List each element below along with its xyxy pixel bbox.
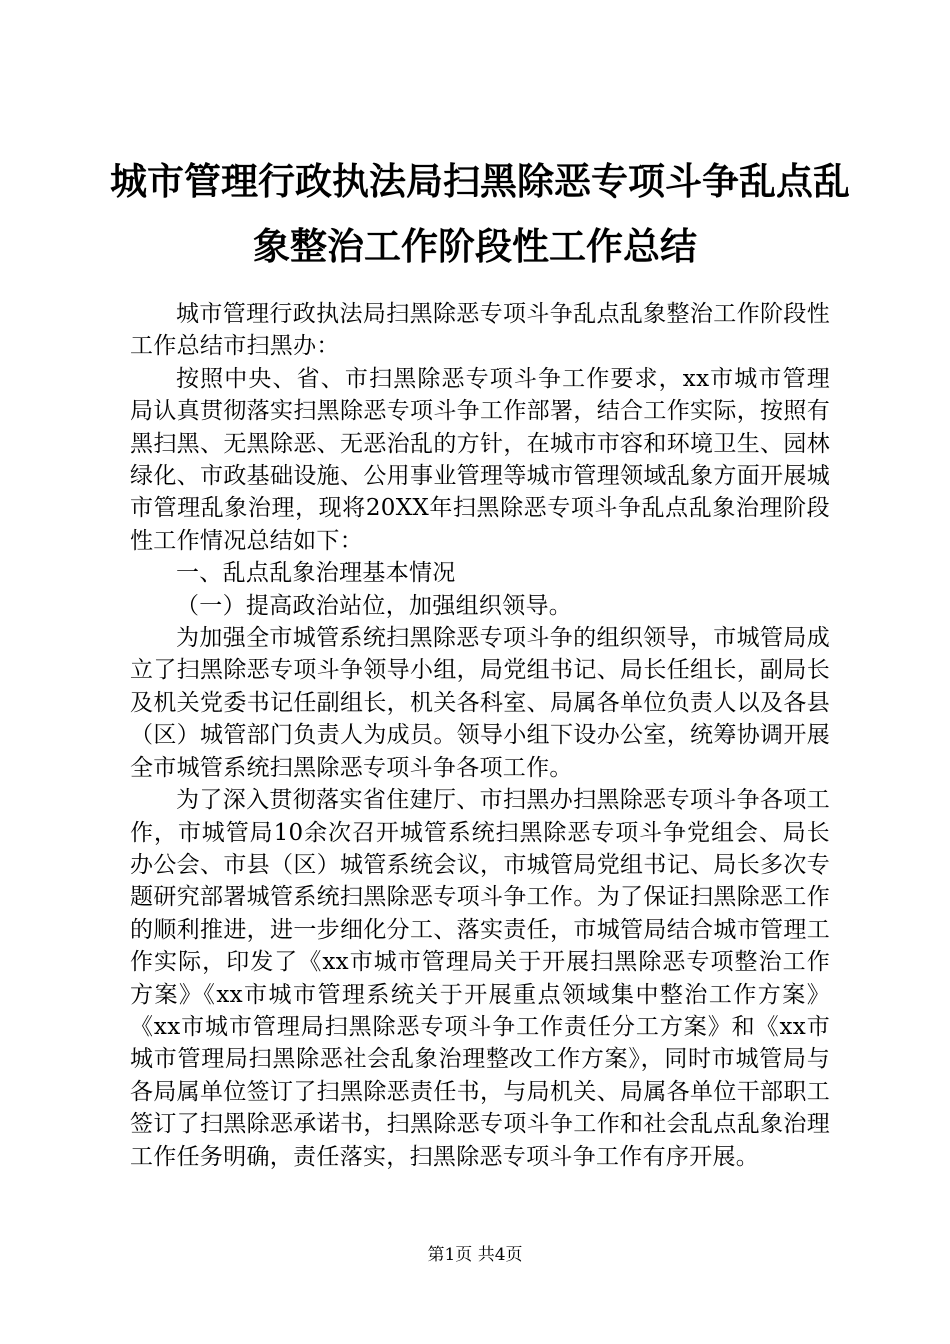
- paragraph-intro: 城市管理行政执法局扫黑除恶专项斗争乱点乱象整治工作阶段性工作总结市扫黑办：: [130, 301, 830, 360]
- section-heading: 一、乱点乱象治理基本情况: [176, 560, 456, 587]
- subsection-heading: （一）提高政治站位，加强组织领导。: [176, 592, 573, 619]
- paragraph-implementation: 为了深入贯彻落实省住建厅、市扫黑办扫黑除恶专项斗争各项工作，市城管局10余次召开城管系统扫黑除恶专项斗争党组会、局长办公会、市县（区）城管系统会议，市城管局党组书记、局长多次专题研究部署城管系统扫黑除恶专项斗争工作。为了保证扫黑除恶工作的顺利推进，进一步细化分工、落实责任，市城管局结合城市管理工作实际，印发了《xx市城市管理局关于开展扫黑除恶专项整治工作方案》《xx市城市管理系统关于开展重点领域集中整治工作方案》《xx市城市管理局扫黑除恶专项斗争工作责任分工方案》和《xx市城市管理局扫黑除恶社会乱象治理整改工作方案》，同时市城管局与各局属单位签订了扫黑除恶责任书，与局机关、局属各单位干部职工签订了扫黑除恶承诺书，扫黑除恶专项斗争工作和社会乱点乱象治理工作任务明确，责任落实，扫黑除恶专项斗争工作有序开展。: [130, 787, 830, 1170]
- page-number: 第1页 共4页: [427, 1245, 523, 1265]
- paragraph-leadership: 为加强全市城管系统扫黑除恶专项斗争的组织领导，市城管局成立了扫黑除恶专项斗争领导小组，局党组书记、局长任组长，副局长及机关党委书记任副组长，机关各科室、局属各单位负责人以及各县（区）城管部门负责人为成员。领导小组下设办公室，统筹协调开展全市城管系统扫黑除恶专项斗争各项工作。: [130, 625, 830, 781]
- document-body: [130, 298, 830, 1173]
- paragraph-requirements: 按照中央、省、市扫黑除恶专项斗争工作要求，xx市城市管理局认真贯彻落实扫黑除恶专项斗争工作部署，结合工作实际，按照有黑扫黑、无黑除恶、无恶治乱的方针，在城市市容和环境卫生、园林绿化、市政基础设施、公用事业管理等城市管理领域乱象方面开展城市管理乱象治理，现将20XX年扫黑除恶专项斗争乱点乱象治理阶段性工作情况总结如下：: [130, 365, 830, 554]
- document-title-line-1: 城市管理行政执法局扫黑除恶专项斗争乱点乱: [110, 160, 850, 203]
- document-title-line-2: 象整治工作阶段性工作总结: [253, 225, 697, 268]
